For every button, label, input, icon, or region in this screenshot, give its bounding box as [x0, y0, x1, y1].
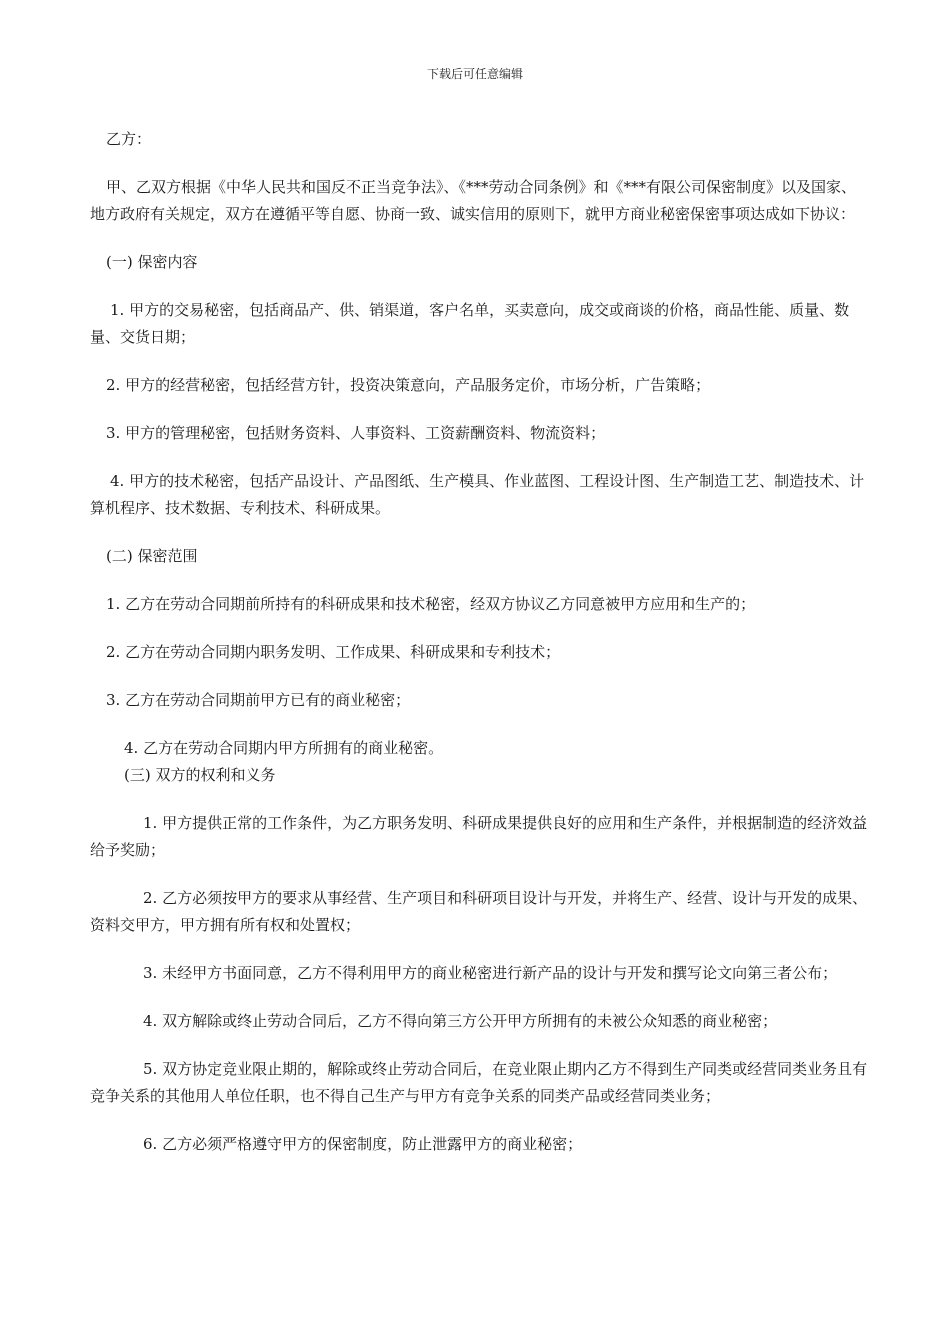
- section-1-item: 4. 甲方的技术秘密，包括产品设计、产品图纸、生产模具、作业蓝图、工程设计图、生产制造工艺、制造技术、计算机程序、技术数据、专利技术、科研成果。: [90, 472, 865, 517]
- section-3-item: 1. 甲方提供正常的工作条件，为乙方职务发明、科研成果提供良好的应用和生产条件，并根据制造的经济效益给予奖励；: [90, 814, 868, 859]
- section-3-item: 5. 双方协定竞业限止期的，解除或终止劳动合同后，在竞业限止期内乙方不得到生产同类或经营同类业务且有竞争关系的其他用人单位任职，也不得自己生产与甲方有竞争关系的同类产品或经营同类业务；: [90, 1060, 868, 1105]
- section-1-heading: (一) 保密内容: [106, 253, 198, 271]
- party-b-label: 乙方：: [106, 130, 152, 148]
- section-3-item: 3. 未经甲方书面同意，乙方不得利用甲方的商业秘密进行新产品的设计与开发和撰写论文向第三者公布；: [143, 964, 838, 982]
- section-2-item: 4. 乙方在劳动合同期内甲方所拥有的商业秘密。: [124, 739, 444, 757]
- section-1-item: 2. 甲方的经营秘密，包括经营方针，投资决策意向，产品服务定价，市场分析，广告策略；: [106, 376, 711, 394]
- section-2-item: 3. 乙方在劳动合同期前甲方已有的商业秘密；: [106, 691, 411, 709]
- section-2-item: 1. 乙方在劳动合同期前所持有的科研成果和技术秘密，经双方协议乙方同意被甲方应用和生产的；: [106, 595, 756, 613]
- section-3-heading: (三) 双方的权利和义务: [124, 766, 276, 784]
- page-header: 下载后可任意编辑: [426, 67, 523, 81]
- section-3-item: 2. 乙方必须按甲方的要求从事经营、生产项目和科研项目设计与开发，并将生产、经营、设计与开发的成果、资料交甲方，甲方拥有所有权和处置权；: [90, 889, 868, 934]
- section-2-heading: (二) 保密范围: [106, 547, 198, 565]
- section-1-item: 1. 甲方的交易秘密，包括商品产、供、销渠道，客户名单，买卖意向，成交或商谈的价格，商品性能、质量、数量、交货日期；: [90, 301, 850, 346]
- section-3-item: 6. 乙方必须严格遵守甲方的保密制度，防止泄露甲方的商业秘密；: [143, 1135, 583, 1153]
- section-3-item: 4. 双方解除或终止劳动合同后，乙方不得向第三方公开甲方所拥有的未被公众知悉的商业秘密；: [143, 1012, 778, 1030]
- document-body: [90, 126, 870, 1158]
- section-1-item: 3. 甲方的管理秘密，包括财务资料、人事资料、工资薪酬资料、物流资料；: [106, 424, 606, 442]
- intro-paragraph: 甲、乙双方根据《中华人民共和国反不正当竞争法》、《***劳动合同条例》和《***有限公司保密制度》以及国家、地方政府有关规定，双方在遵循平等自愿、协商一致、诚实信用的原则下，就甲方商业秘密保密事项达成如下协议：: [90, 178, 857, 223]
- section-2-item: 2. 乙方在劳动合同期内职务发明、工作成果、科研成果和专利技术；: [106, 643, 561, 661]
